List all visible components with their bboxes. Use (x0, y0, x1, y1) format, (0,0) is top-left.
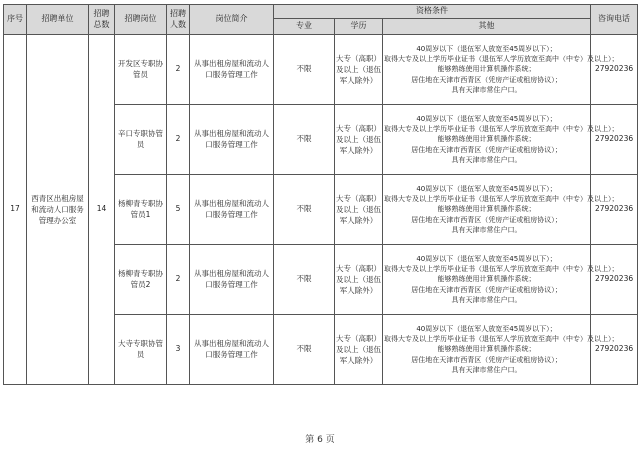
requirement-line: 40周岁以下（退伍军人放宽至45周岁以下）； (416, 115, 557, 124)
requirement-line: 取得大专及以上学历毕业证书（退伍军人学历放宽至高中（中专）及以上）； (384, 335, 619, 344)
phone-cell: 27920236 (591, 245, 638, 315)
requirement-line: 具有天津市常住户口。 (451, 365, 522, 374)
count-cell: 2 (167, 35, 190, 105)
requirement-line: 取得大专及以上学历毕业证书（退伍军人学历放宽至高中（中专）及以上）； (384, 195, 619, 204)
desc-cell: 从事出租房屋和流动人口服务管理工作 (190, 175, 274, 245)
education-cell: 大专（高职）及以上（退伍军人除外） (335, 105, 383, 175)
post-cell: 辛口专职协管员 (115, 105, 167, 175)
unit-cell: 西青区出租房屋和流动人口服务管理办公室 (27, 35, 89, 385)
phone-cell: 27920236 (591, 175, 638, 245)
desc-cell: 从事出租房屋和流动人口服务管理工作 (190, 245, 274, 315)
page-number: 第 6 页 (305, 435, 335, 445)
recruitment-table (3, 4, 638, 385)
header-education: 学历 (335, 19, 383, 35)
requirement-line: 具有天津市常住户口。 (451, 85, 522, 94)
education-cell: 大专（高职）及以上（退伍军人除外） (335, 175, 383, 245)
phone-cell: 27920236 (591, 315, 638, 385)
count-cell: 2 (167, 245, 190, 315)
requirement-line: 具有天津市常住户口。 (451, 295, 522, 304)
table-row (4, 35, 638, 105)
major-cell: 不限 (274, 315, 335, 385)
post-cell: 杨柳青专职协管员2 (115, 245, 167, 315)
requirement-line: 取得大专及以上学历毕业证书（退伍军人学历放宽至高中（中专）及以上）； (384, 55, 619, 64)
requirement-line: 能够熟练使用计算机操作系统； (437, 275, 536, 284)
count-cell: 5 (167, 175, 190, 245)
requirement-line: 能够熟练使用计算机操作系统； (437, 65, 536, 74)
header-count: 招聘人数 (167, 5, 190, 35)
header-total: 招聘总数 (89, 5, 115, 35)
post-cell: 开发区专职协管员 (115, 35, 167, 105)
header-qualification: 资格条件 (274, 5, 591, 19)
requirement-line: 居住地在天津市西青区（凭房产证或租房协议）； (411, 285, 562, 294)
seq-cell: 17 (4, 35, 27, 385)
desc-cell: 从事出租房屋和流动人口服务管理工作 (190, 105, 274, 175)
header-seq: 序号 (4, 5, 27, 35)
education-cell: 大专（高职）及以上（退伍军人除外） (335, 245, 383, 315)
desc-cell: 从事出租房屋和流动人口服务管理工作 (190, 35, 274, 105)
requirement-line: 40周岁以下（退伍军人放宽至45周岁以下）； (416, 45, 557, 54)
post-cell: 杨柳青专职协管员1 (115, 175, 167, 245)
desc-cell: 从事出租房屋和流动人口服务管理工作 (190, 315, 274, 385)
requirement-line: 40周岁以下（退伍军人放宽至45周岁以下）； (416, 185, 557, 194)
phone-cell: 27920236 (591, 35, 638, 105)
requirement-line: 40周岁以下（退伍军人放宽至45周岁以下）； (416, 325, 557, 334)
major-cell: 不限 (274, 175, 335, 245)
education-cell: 大专（高职）及以上（退伍军人除外） (335, 35, 383, 105)
requirement-line: 具有天津市常住户口。 (451, 155, 522, 164)
header-unit: 招聘单位 (27, 5, 89, 35)
header-phone: 咨询电话 (591, 5, 638, 35)
table-body (4, 35, 638, 385)
header-other: 其他 (383, 19, 591, 35)
education-cell: 大专（高职）及以上（退伍军人除外） (335, 315, 383, 385)
count-cell: 2 (167, 105, 190, 175)
requirement-line: 能够熟练使用计算机操作系统； (437, 345, 536, 354)
phone-cell: 27920236 (591, 105, 638, 175)
requirement-line: 能够熟练使用计算机操作系统； (437, 205, 536, 214)
requirement-line: 取得大专及以上学历毕业证书（退伍军人学历放宽至高中（中专）及以上）； (384, 265, 619, 274)
total-cell: 14 (89, 35, 115, 385)
requirement-line: 具有天津市常住户口。 (451, 225, 522, 234)
requirement-line: 能够熟练使用计算机操作系统； (437, 135, 536, 144)
major-cell: 不限 (274, 245, 335, 315)
requirement-line: 40周岁以下（退伍军人放宽至45周岁以下）； (416, 255, 557, 264)
header-post: 招聘岗位 (115, 5, 167, 35)
count-cell: 3 (167, 315, 190, 385)
major-cell: 不限 (274, 105, 335, 175)
post-cell: 大寺专职协管员 (115, 315, 167, 385)
header-major: 专业 (274, 19, 335, 35)
requirement-line: 居住地在天津市西青区（凭房产证或租房协议）； (411, 145, 562, 154)
requirement-line: 取得大专及以上学历毕业证书（退伍军人学历放宽至高中（中专）及以上）； (384, 125, 619, 134)
header-desc: 岗位简介 (190, 5, 274, 35)
requirement-line: 居住地在天津市西青区（凭房产证或租房协议）； (411, 355, 562, 364)
requirement-line: 居住地在天津市西青区（凭房产证或租房协议）； (411, 75, 562, 84)
requirement-line: 居住地在天津市西青区（凭房产证或租房协议）； (411, 215, 562, 224)
major-cell: 不限 (274, 35, 335, 105)
